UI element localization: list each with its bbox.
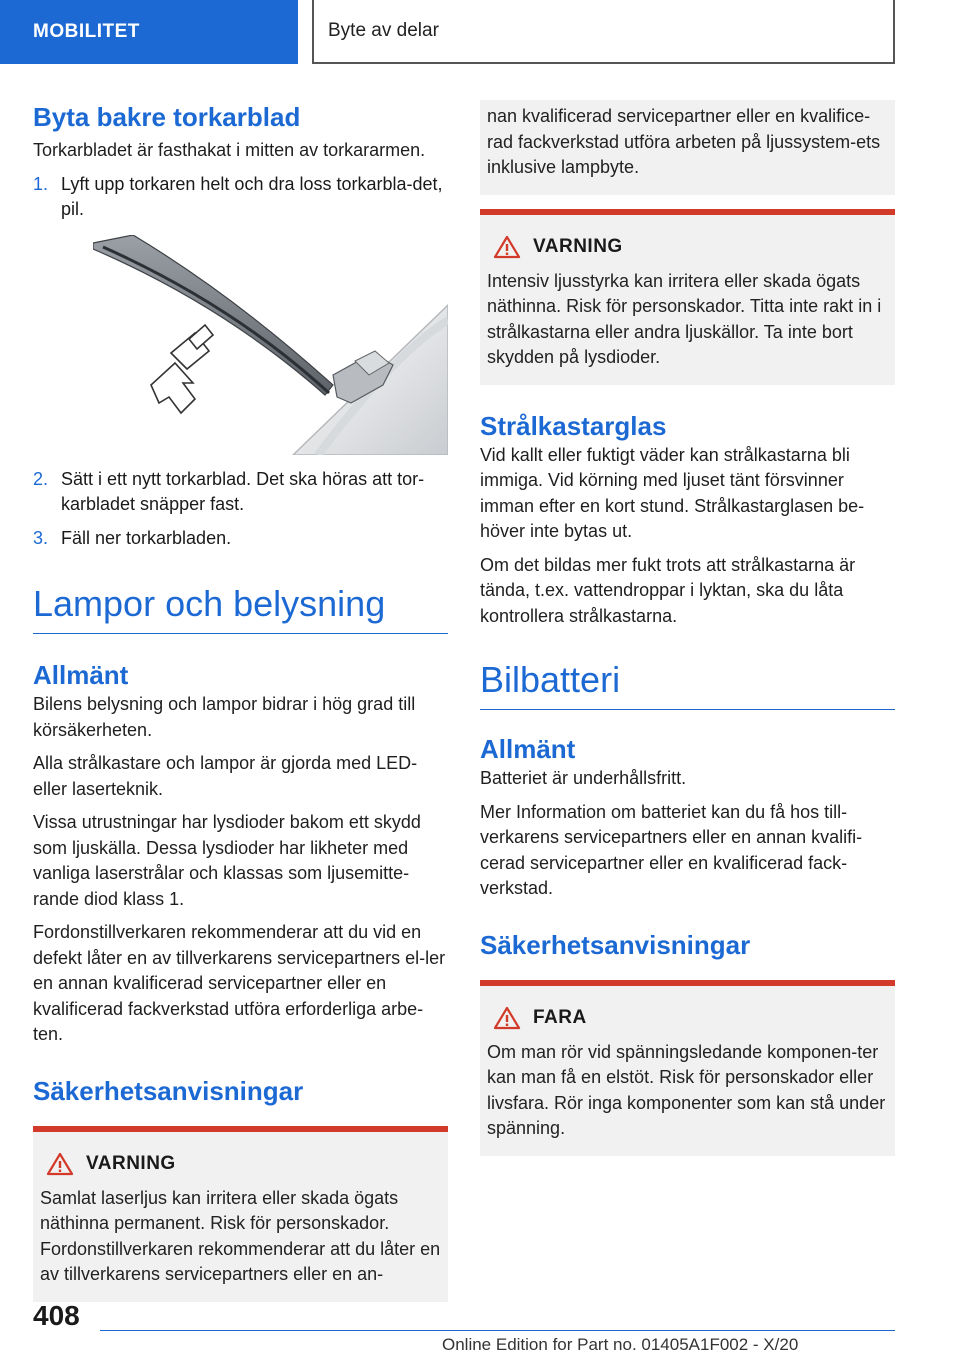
battery-safety-title: Säkerhetsanvisningar <box>480 929 751 960</box>
glass-paragraph: Vid kallt eller fuktigt väder kan strålkastarna bli immiga. Vid körning med ljuset tänt försvinner imman efter en kort stund. Strålkastarglasen be-höver inte bytas ut. <box>480 444 865 541</box>
step-number: 2. <box>33 468 49 489</box>
danger-box <box>480 980 895 1156</box>
wiper-intro: Torkarbladet är fasthakat i mitten av torkararmen. <box>33 140 426 160</box>
step-number: 1. <box>33 173 49 194</box>
warning-text: Samlat laserljus kan irritera eller skada ögats näthinna permanent. Risk för personskador. Fordonstillverkaren rekommenderar att du låter en av tillverkarens servicepartners eller en an- <box>40 1187 441 1284</box>
warning-triangle-icon <box>493 235 521 259</box>
warning-box <box>480 209 895 385</box>
warning-box <box>33 1126 448 1302</box>
danger-label: FARA <box>533 1006 587 1028</box>
safety-title: Säkerhetsanvisningar <box>33 1075 304 1106</box>
warning-box-continued <box>480 100 895 195</box>
lamps-title: Lampor och belysning <box>33 581 448 634</box>
battery-title: Bilbatteri <box>480 657 895 710</box>
step-text: Sätt i ett nytt torkarblad. Det ska höras att tor-karbladet snäpper fast. <box>61 468 425 514</box>
footer-divider <box>100 1330 895 1331</box>
warning-text-continued: nan kvalificerad servicepartner eller en kvalifice-rad fackverkstad utföra arbeten på ljussystem-ets inklusive lampbyte. <box>487 106 881 177</box>
warning-label: VARNING <box>86 1152 176 1174</box>
danger-header <box>487 1006 888 1030</box>
right-column <box>480 100 895 1156</box>
general-paragraph: Bilens belysning och lampor bidrar i hög grad till körsäkerheten. <box>33 694 416 740</box>
battery-paragraph: Batteriet är underhållsfritt. <box>480 768 687 788</box>
general-paragraph: Alla strålkastare och lampor är gjorda med LED- eller laserteknik. <box>33 753 418 799</box>
general-paragraph: Vissa utrustningar har lysdioder bakom ett skydd som ljuskälla. Dessa lysdioder har likheter med vanliga laserstrålar och klassas som ljusemitte-rande diod klass 1. <box>33 812 421 909</box>
wiper-title: Byta bakre torkarblad <box>33 102 301 132</box>
warning-triangle-icon <box>46 1152 74 1176</box>
step-item <box>33 467 448 518</box>
step-text: Lyft upp torkaren helt och dra loss torkarbla-det, pil. <box>61 173 443 219</box>
glass-paragraph: Om det bildas mer fukt trots att strålkastarna är tända, t.ex. vattendroppar i lyktan, ska du låta kontrollera strålkastarna. <box>480 554 856 626</box>
step-number: 3. <box>33 527 49 548</box>
wiper-illustration <box>93 235 448 455</box>
general-paragraph: Fordonstillverkaren rekommenderar att du vid en defekt låter en av tillverkarens servicepartners el-ler en annan kvalificerad servicepartner eller en kvalificerad fackverkstad utföra erforderliga arbe-ten. <box>33 922 446 1044</box>
header-section-label: MOBILITET <box>33 21 140 42</box>
warning-text: Intensiv ljusstyrka kan irritera eller skada ögats näthinna. Risk för personskador. Titta inte rakt in i strålkastarna eller andra ljuskällor. Ta inte bort skydden på lysdioder. <box>487 270 882 367</box>
header-chapter-tab <box>312 0 895 64</box>
warning-label: VARNING <box>533 235 623 257</box>
warning-header <box>487 235 888 259</box>
warning-header <box>40 1152 441 1176</box>
header-section-tab <box>0 0 298 64</box>
step-text: Fäll ner torkarbladen. <box>61 527 232 548</box>
general-title: Allmänt <box>33 660 129 690</box>
footer-edition: Online Edition for Part no. 01405A1F002 - X/20 <box>442 1335 799 1354</box>
wiper-blade-image <box>93 235 448 455</box>
step-item <box>33 526 448 552</box>
header-chapter-label: Byte av delar <box>328 20 439 41</box>
battery-paragraph: Mer Information om batteriet kan du få hos till-verkarens servicepartners eller en annan kvalifi-cerad servicepartner eller en kvalificerad fack-verkstad. <box>480 801 863 898</box>
danger-triangle-icon <box>493 1006 521 1030</box>
page-number: 408 <box>33 1300 80 1331</box>
left-column <box>33 100 448 1302</box>
glass-title: Strålkastarglas <box>480 410 667 441</box>
step-item <box>33 172 448 223</box>
danger-text: Om man rör vid spänningsledande komponen-ter kan man få en elstöt. Risk för personskador eller livsfara. Rör inga komponenter som kan stå under spänning. <box>487 1041 886 1138</box>
battery-general-title: Allmänt <box>480 734 576 764</box>
